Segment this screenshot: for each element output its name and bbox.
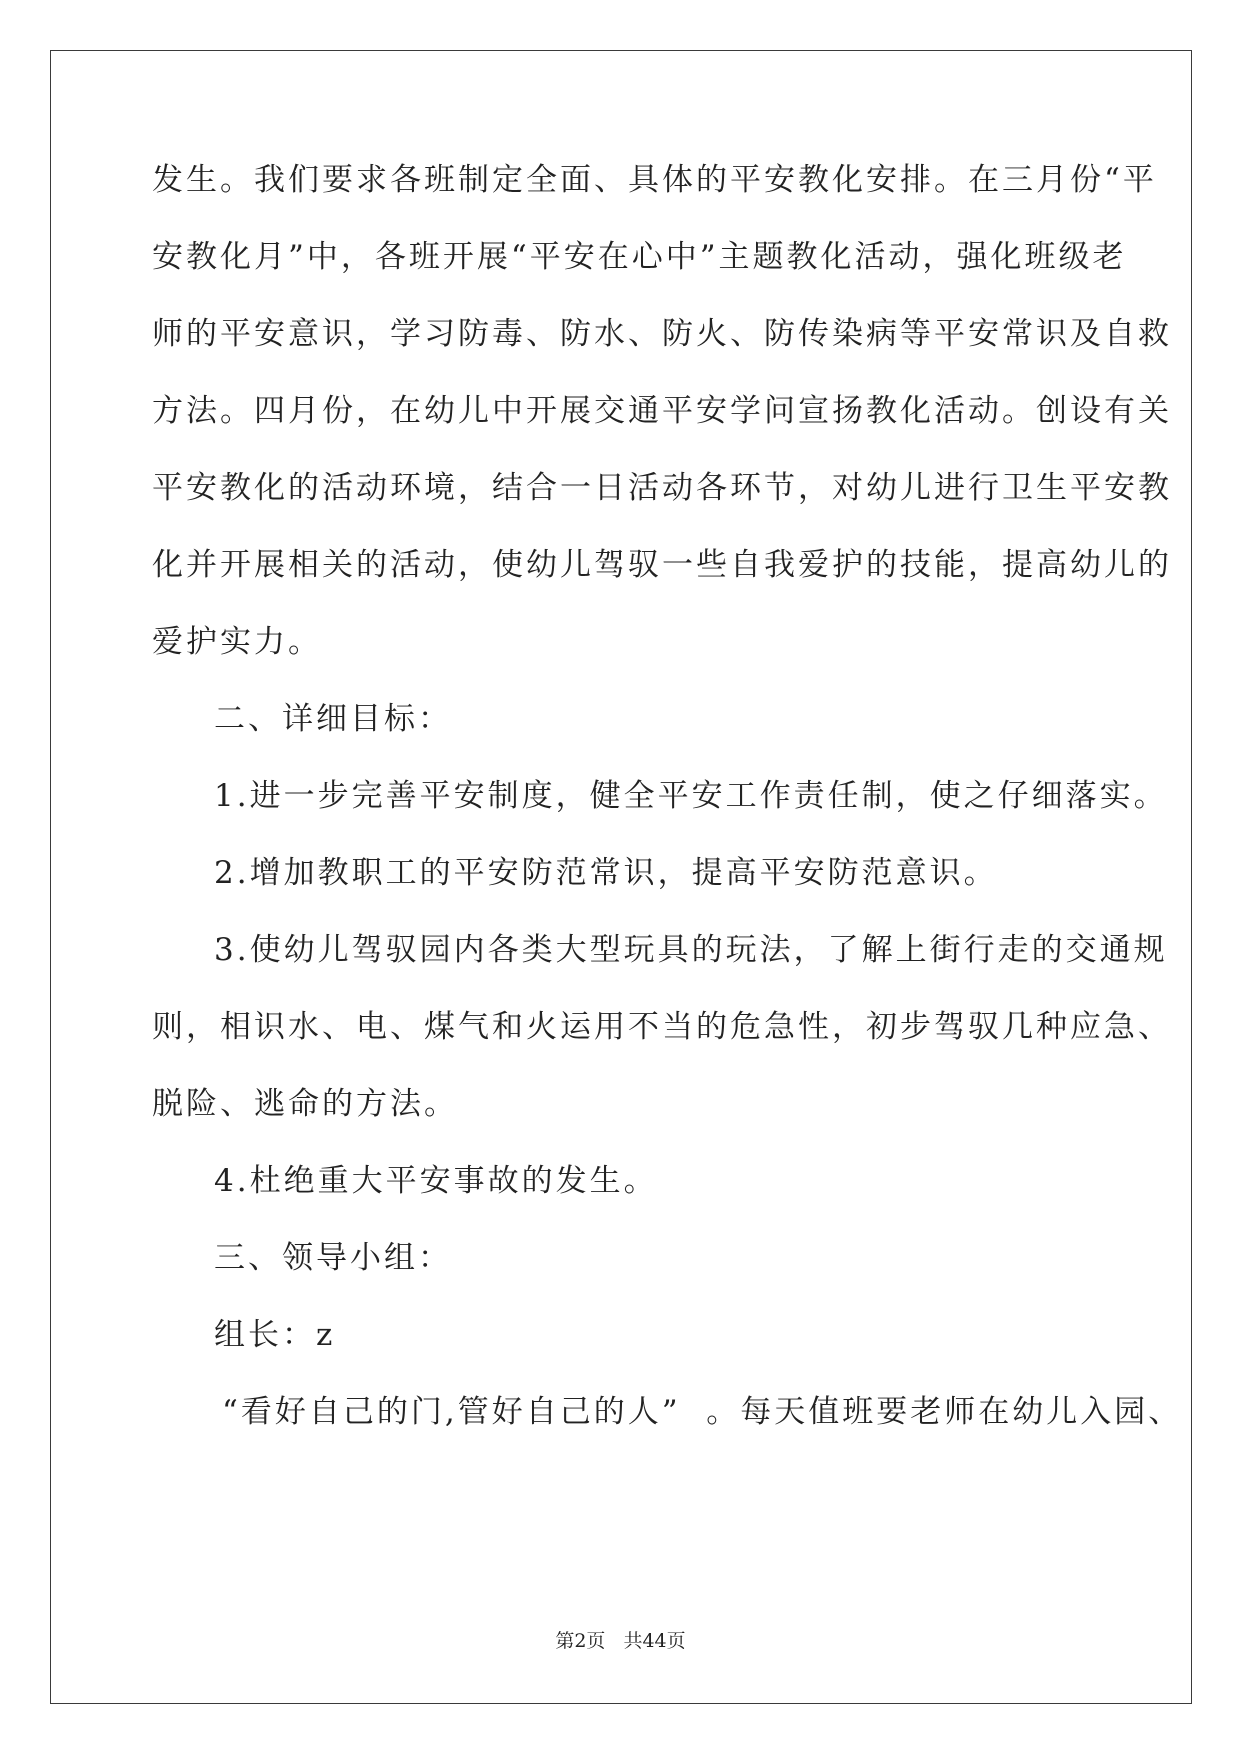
- goal-item: 1.进一步完善平安制度，健全平安工作责任制，使之仔细落实。: [214, 778, 1168, 814]
- paragraph-line: 方法。四月份，在幼儿中开展交通平安学问宣扬教化活动。创设有关: [152, 393, 1172, 429]
- paragraph-line: 安教化月”中，各班开展“平安在心中”主题教化活动，强化班级老: [152, 239, 1127, 275]
- goal-item-continuation: 则，相识水、电、煤气和火运用不当的危急性，初步驾驭几种应急、: [152, 1009, 1172, 1045]
- page-total: 共44页: [623, 1630, 686, 1652]
- goal-item: 3.使幼儿驾驭园内各类大型玩具的玩法，了解上街行走的交通规: [214, 932, 1168, 968]
- quote-line: “看好自己的门,管好自己的人” 。每天值班要老师在幼儿入园、: [222, 1394, 1183, 1430]
- paragraph-line: 师的平安意识，学习防毒、防水、防火、防传染病等平安常识及自救: [152, 316, 1172, 352]
- page-footer: [0, 1626, 1241, 1653]
- section-heading-goals: 二、详细目标：: [214, 701, 452, 737]
- section-heading-leadership: 三、领导小组：: [214, 1240, 452, 1276]
- goal-item-continuation: 脱险、逃命的方法。: [152, 1086, 458, 1122]
- paragraph-line: 发生。我们要求各班制定全面、具体的平安教化安排。在三月份“平: [152, 162, 1157, 198]
- leader-line: 组长：z: [214, 1317, 336, 1353]
- page-number: 第2页: [555, 1630, 606, 1652]
- paragraph-line: 化并开展相关的活动，使幼儿驾驭一些自我爱护的技能，提高幼儿的: [152, 547, 1172, 583]
- goal-item: 4.杜绝重大平安事故的发生。: [214, 1163, 658, 1199]
- paragraph-line: 爱护实力。: [152, 624, 322, 660]
- paragraph-line: 平安教化的活动环境，结合一日活动各环节，对幼儿进行卫生平安教: [152, 470, 1172, 506]
- goal-item: 2.增加教职工的平安防范常识，提高平安防范意识。: [214, 855, 998, 891]
